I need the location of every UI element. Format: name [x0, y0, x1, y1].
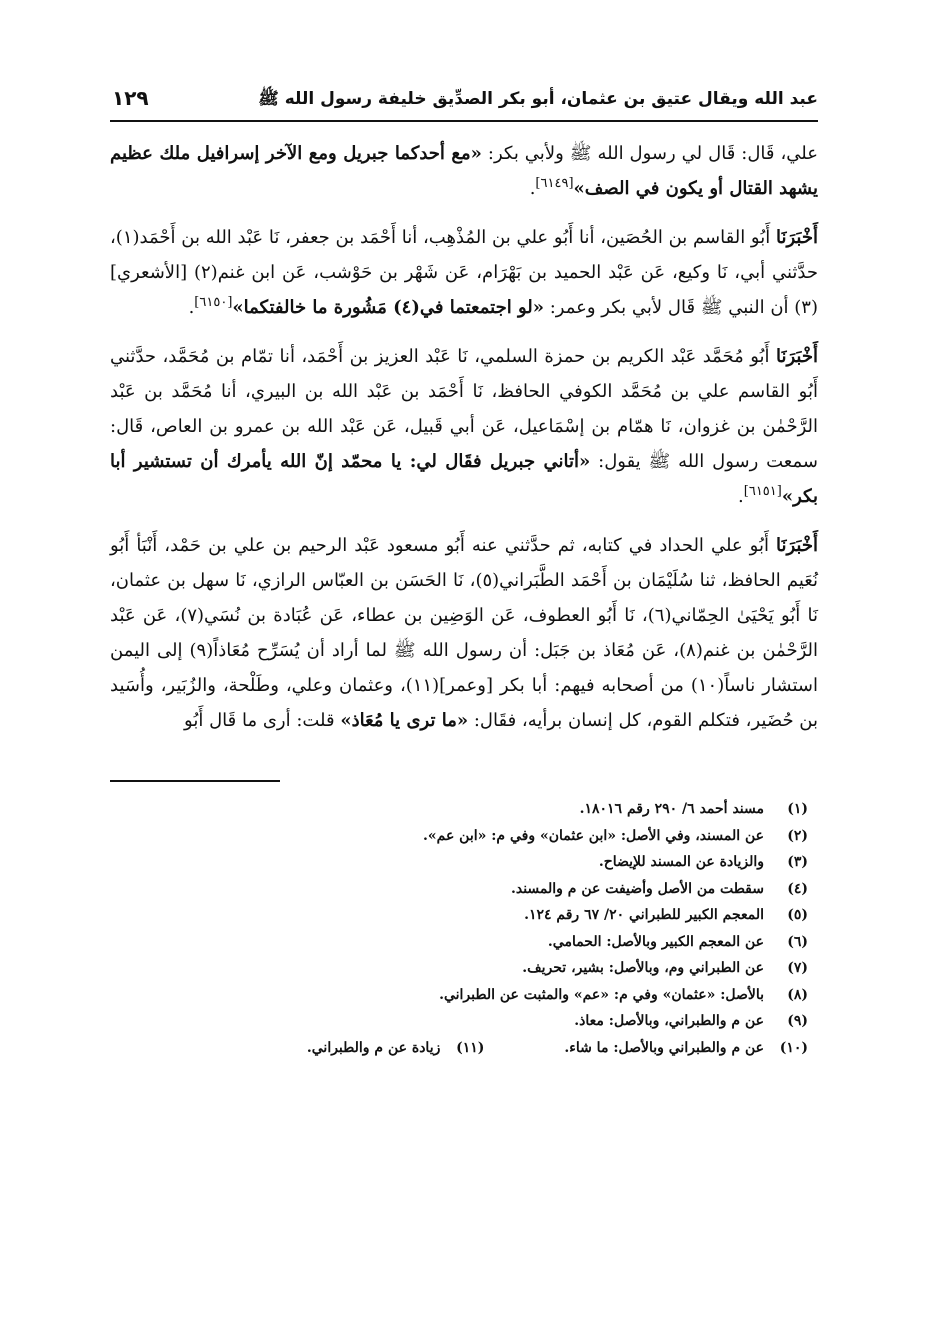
footnote-row: [110, 1035, 818, 1062]
hadith-number: [٦١٥٠]: [194, 295, 233, 310]
footnote-number: (٤): [787, 880, 808, 897]
footnotes: [110, 796, 818, 1061]
paragraph-lead: أَخْبَرَنَا: [776, 535, 818, 556]
paragraph-1: [110, 136, 818, 206]
hadith-quote: «مع أحدكما جبريل ومع الآخر إسرافيل ملك عظيم يشهد القتال أو يكون في الصف»: [110, 143, 818, 199]
hadith-number: [٦١٥١]: [743, 484, 782, 499]
hadith-quote: «ما ترى يا مُعَاذ»: [340, 710, 469, 731]
footnote-text: عن الطبراني وم، وبالأصل: بشير، تحريف.: [522, 960, 764, 976]
footnote-text: عن المسند، وفي الأصل: «ابن عثمان» وفي م: «ابن عم».: [423, 827, 764, 844]
footnote: [110, 902, 808, 929]
footnote-number: (٣): [787, 854, 808, 870]
footnote: [110, 876, 808, 903]
paragraph-text: أَبُو مُحَمَّد عَبْد الكريم بن حمزة السلمي، نَا عَبْد العزيز بن أَحْمَد، أنا تمّام بن مُحَمَّد، حدَّثني أَبُو القاسم علي بن مُحَمَّد الكوفي الحافظ، نَا أَحْمَد بن عَبْد الله بن البيري، أنا مُحَمَّد بن عَبْد الرَّحْمٰن بن غزوان، نَا همّام بن إسْمَاعيل، عَن أبي قَبيل، عَن عَبْد الله بن عمرو بن العاص، قَال: سمعت رسول الله ﷺ يقول:: [110, 346, 818, 472]
footnote: [307, 1035, 484, 1062]
footnote: [564, 1035, 808, 1062]
footnote-divider: [110, 780, 280, 782]
paragraph-3: [110, 339, 818, 514]
paragraph-2: [110, 220, 818, 325]
footnote-number: (٨): [787, 986, 808, 1003]
footnote: [110, 796, 808, 823]
paragraph-tail: .: [738, 486, 744, 507]
footnote-text: عن المعجم الكبير وبالأصل: الحمامي.: [547, 933, 764, 950]
footnote-text: عن م والطبراني، وبالأصل: معاذ.: [574, 1013, 764, 1029]
paragraph-4: [110, 528, 818, 738]
hadith-number: [٦١٤٩]: [535, 176, 574, 191]
paragraph-lead: أَخْبَرَنَا: [776, 227, 818, 248]
paragraph-tail: .: [188, 297, 195, 318]
footnote-text: زيادة عن م والطبراني.: [306, 1039, 441, 1056]
footnote-text: بالأصل: «عثمان» وفي م: «عم» والمثبت عن الطبراني.: [439, 986, 764, 1003]
paragraph-tail: .: [529, 178, 536, 199]
footnote: [110, 955, 808, 982]
footnote: [110, 849, 808, 876]
paragraph-text: أَبُو القاسم بن الحُصَين، أنا أَبُو علي بن المُذْهِب، أنا أَحْمَد بن جعفر، نَا عَبْد الله بن أَحْمَد(١)، حدَّثني أبي، نَا وكيع، عَن عَبْد الحميد بن بَهْرَام، عَن شَهْر بن حَوْشب، عَن ابن غنم(٢) [الأشعري](٣) أن النبي ﷺ قَال لأبي بكر وعمر:: [110, 227, 819, 318]
footnote-text: عن م والطبراني وبالأصل: ما شاء.: [564, 1039, 764, 1056]
footnote-text: المعجم الكبير للطبراني ٢٠/ ٦٧ رقم ١٢٤.: [524, 907, 764, 923]
running-head: عبد الله ويقال عتيق بن عثمان، أبو بكر الصدِّيق خليفة رسول الله ﷺ: [258, 89, 818, 109]
footnote-number: (٥): [787, 907, 808, 923]
footnote: [110, 1008, 808, 1035]
hadith-quote: «أتاني جبريل فقَال لي: يا محمّد إنّ الله يأمرك أن تستشير أبا بكر»: [110, 451, 818, 507]
page-number: ١٢٩: [112, 86, 149, 110]
footnote: [110, 823, 808, 850]
paragraph-lead: أَخْبَرَنَا: [776, 346, 818, 367]
footnote-number: (٢): [787, 827, 808, 844]
hadith-quote: «لو اجتمعتما في(٤) مَشُورة ما خالفتكما»: [232, 297, 545, 318]
footnote-number: (٦): [787, 933, 808, 950]
footnote-number: (١): [787, 801, 808, 817]
footnote-number: (١١): [456, 1039, 485, 1056]
footnote-number: (١٠): [779, 1039, 808, 1056]
paragraph-text: علي، قَال: قَال لي رسول الله ﷺ ولأبي بكر:: [481, 143, 818, 164]
main-text: [110, 136, 818, 738]
footnote-text: سقطت من الأصل وأضيفت عن م والمسند.: [510, 880, 764, 897]
footnote: [110, 929, 808, 956]
paragraph-tail: قلت: أرى ما قَال أَبُو: [184, 710, 341, 731]
paragraph-text: أَبُو علي الحداد في كتابه، ثم حدَّثني عنه أَبُو مسعود عَبْد الرحيم بن علي بن حَمْد، أَنْبَأ أَبُو نُعَيم الحافظ، ثنا سُلَيْمَان بن أَحْمَد الطَّبَراني(٥)، نَا الحَسَن بن العبّاس الرازي، نَا سهل بن عثمان، نَا أَبُو يَحْيَىٰ الحِمّاني(٦)، نَا أَبُو العطوف، عَن الوَضِين بن عطاء، عَن عُبَادة بن نُسَي(٧)، عَن عَبْد الرَّحْمٰن بن غنم(٨)، عَن مُعَاذ بن جَبَل: أن رسول الله ﷺ لما أراد أن يُسَرِّح مُعَاذاً(٩) إلى اليمن استشار ناساً(١٠) من أصحابه فيهم: أبا بكر [وعمر](١١)، وعثمان وعلي، وطَلْحة، والزُبَير، وأُسَيد بن حُضَير، فتكلم القوم، كل إنسان برأيه، فقَال:: [110, 535, 819, 731]
footnote-text: والزيادة عن المسند للإيضاح.: [598, 854, 764, 870]
footnote: [110, 982, 808, 1009]
page-header: [110, 78, 818, 122]
footnote-number: (٩): [787, 1013, 808, 1029]
footnote-number: (٧): [787, 960, 808, 976]
footnote-text: مسند أحمد ٦/ ٢٩٠ رقم ١٨٠١٦.: [579, 801, 764, 817]
